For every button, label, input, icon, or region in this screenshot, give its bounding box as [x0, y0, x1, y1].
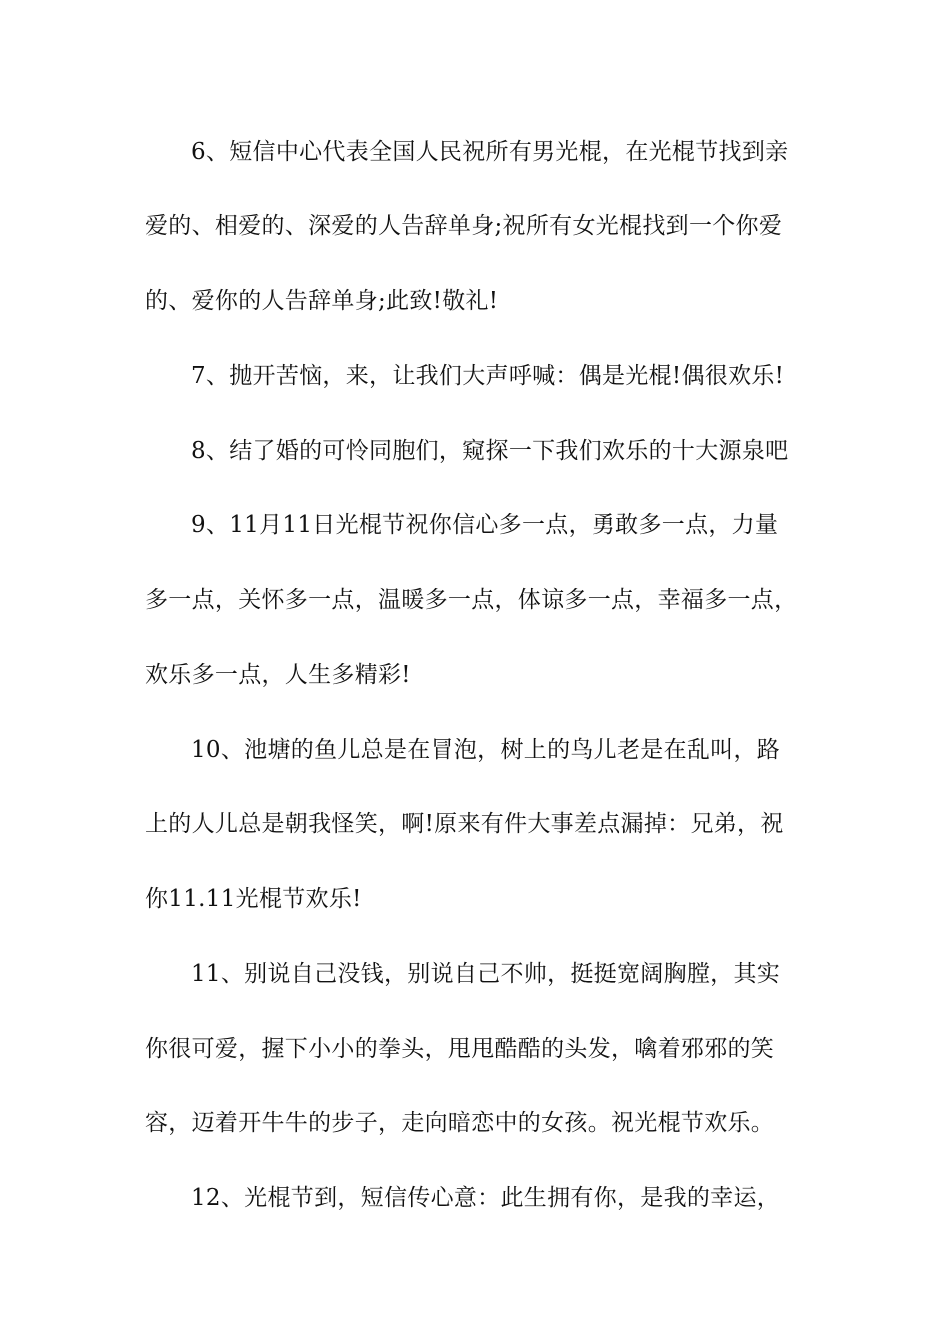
text-line: 上的人儿总是朝我怪笑，啊!原来有件大事差点漏掉：兄弟，祝 [145, 811, 784, 837]
text-line: 6、短信中心代表全国人民祝所有男光棍，在光棍节找到亲 [191, 139, 789, 165]
text-line: 你很可爱，握下小小的拳头，甩甩酷酷的头发，噙着邪邪的笑 [145, 1036, 775, 1062]
text-line: 的、爱你的人告辞单身;此致!敬礼! [145, 288, 499, 314]
text-line: 爱的、相爱的、深爱的人告辞单身;祝所有女光棍找到一个你爱 [145, 213, 783, 239]
text-line: 欢乐多一点，人生多精彩! [145, 662, 411, 688]
text-line: 8、结了婚的可怜同胞们，窥探一下我们欢乐的十大源泉吧 [191, 438, 789, 464]
text-line: 你11.11光棍节欢乐! [145, 886, 362, 912]
text-line: 7、抛开苦恼，来，让我们大声呼喊：偶是光棍!偶很欢乐! [191, 363, 785, 389]
text-line: 多一点，关怀多一点，温暖多一点，体谅多一点，幸福多一点， [145, 587, 798, 613]
text-line: 12、光棍节到，短信传心意：此生拥有你，是我的幸运， [191, 1185, 781, 1211]
text-line: 10、池塘的鱼儿总是在冒泡，树上的鸟儿老是在乱叫，路 [191, 737, 781, 763]
text-line: 11、别说自己没钱，别说自己不帅，挺挺宽阔胸膛，其实 [191, 961, 781, 987]
text-line: 容，迈着开牛牛的步子，走向暗恋中的女孩。祝光棍节欢乐。 [145, 1110, 775, 1136]
text-line: 9、11月11日光棍节祝你信心多一点，勇敢多一点，力量 [191, 512, 779, 538]
